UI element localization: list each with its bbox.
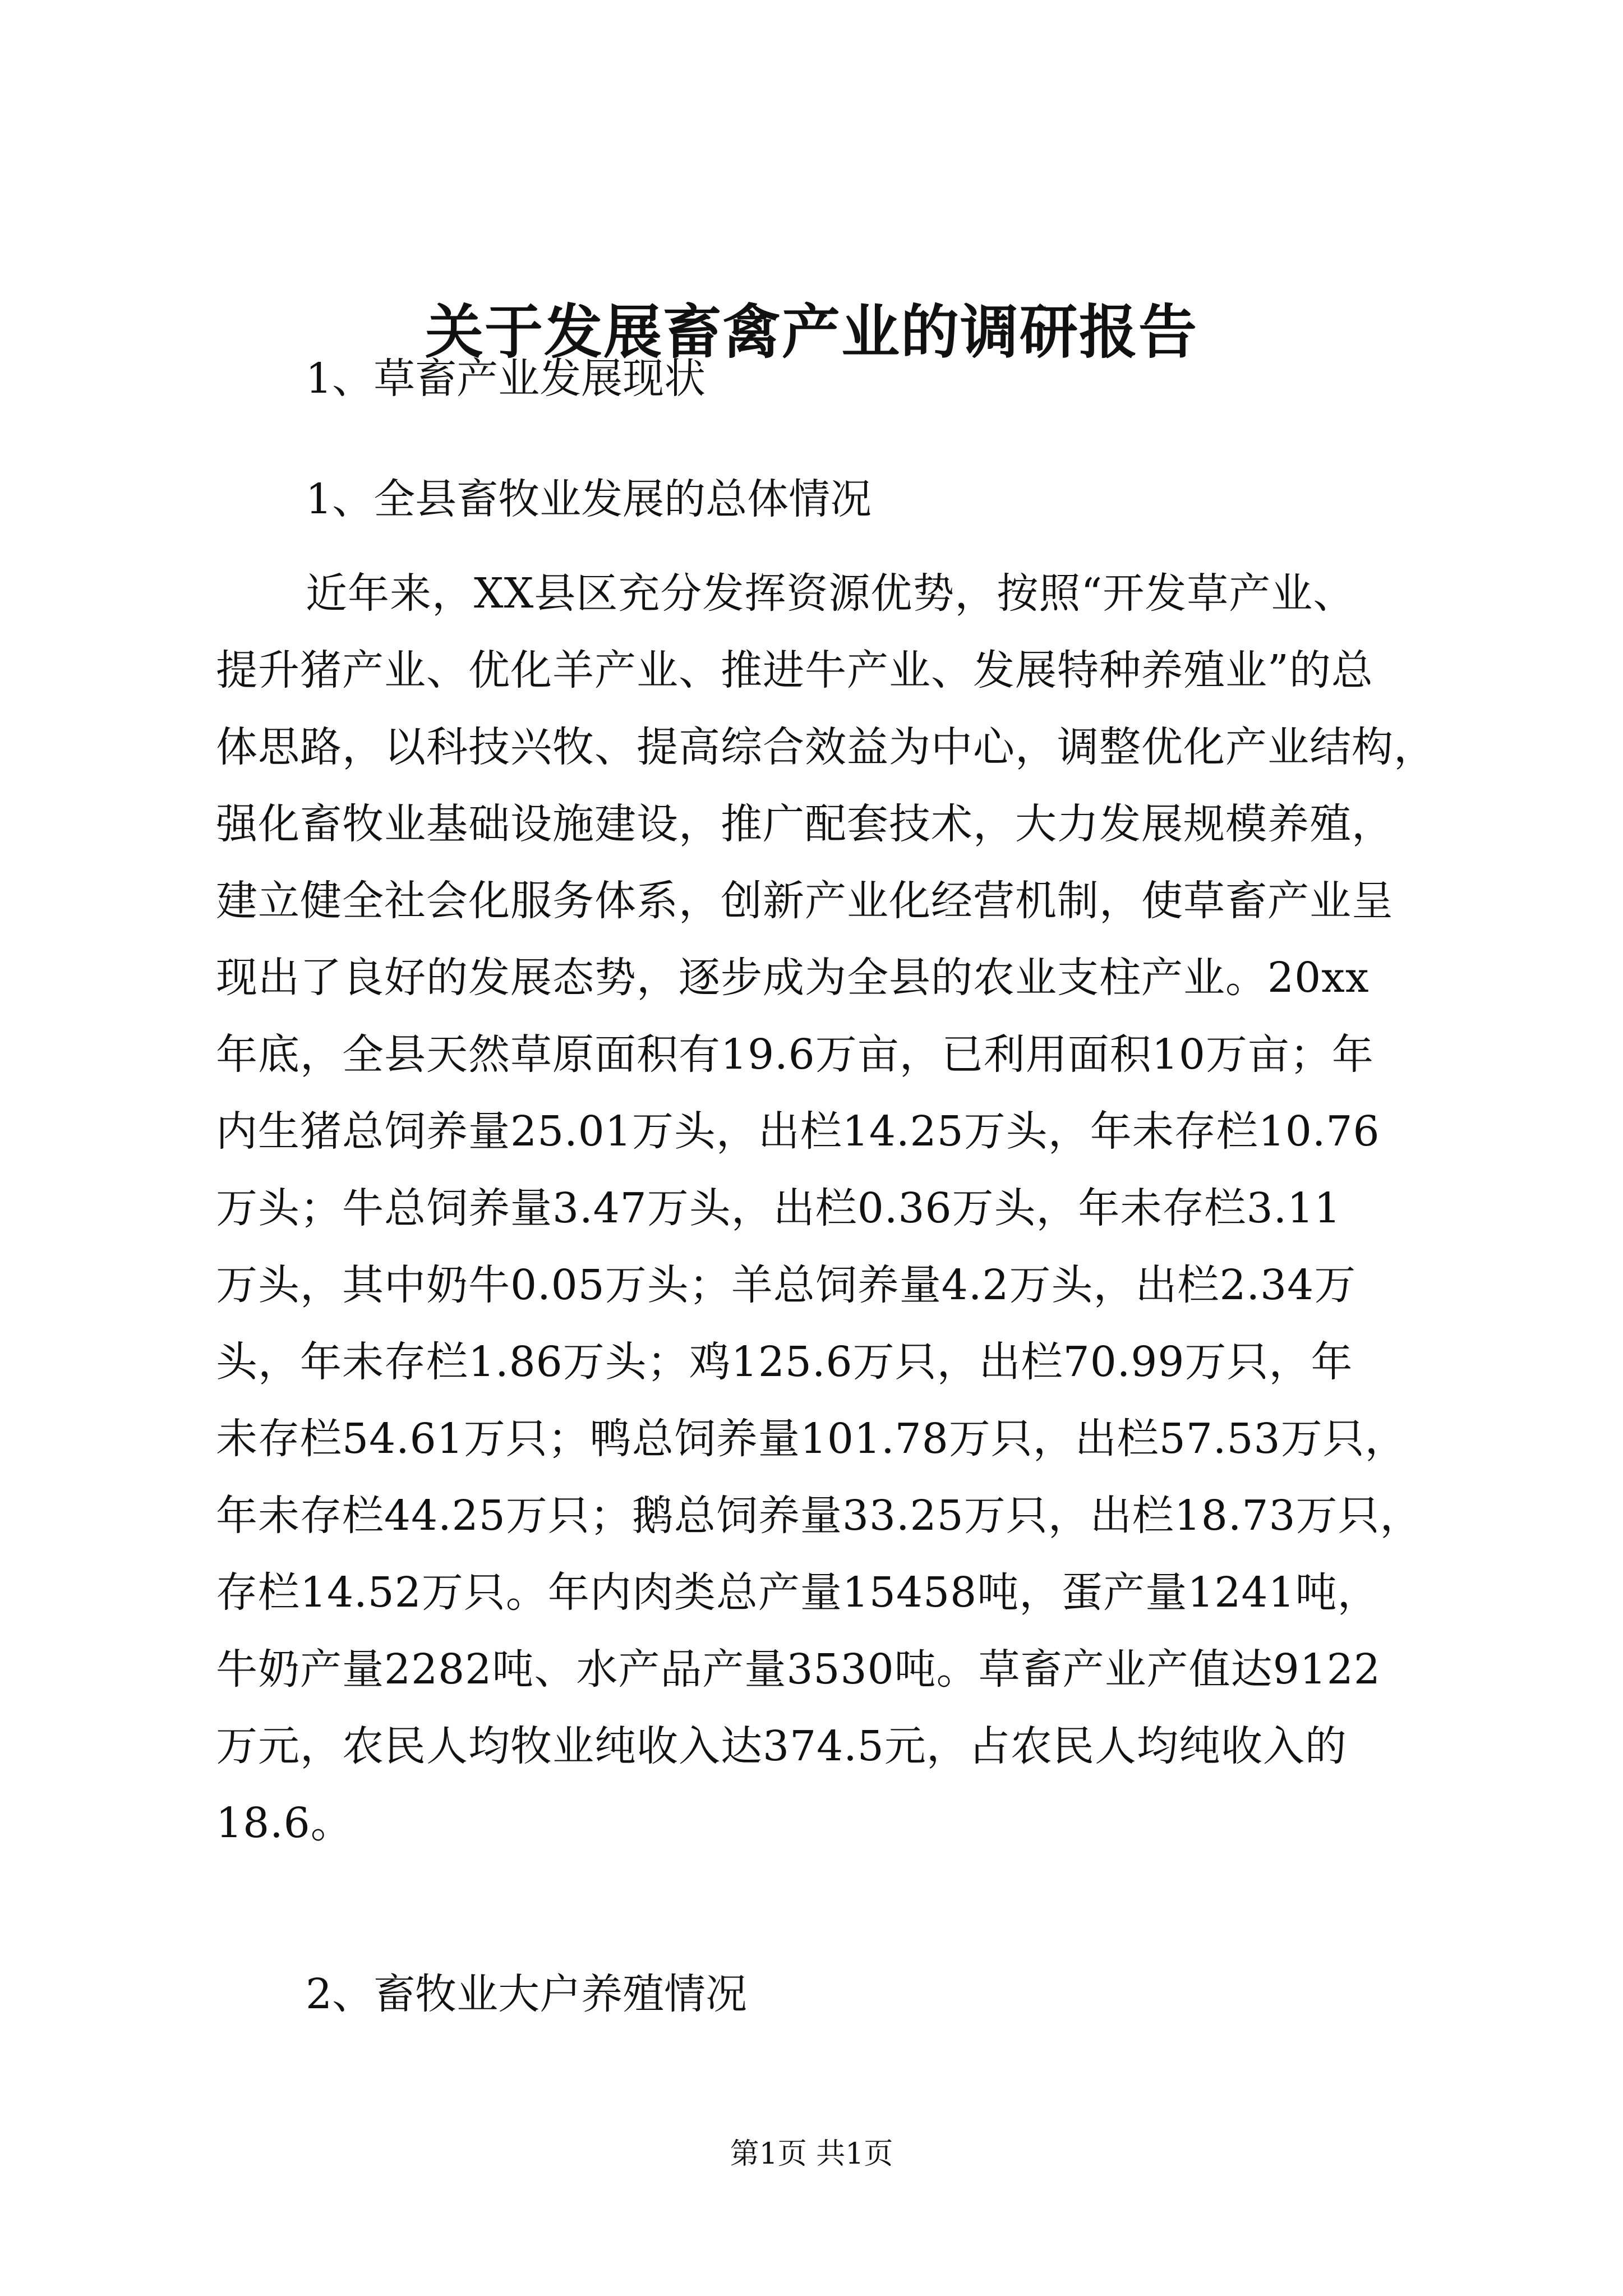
body-paragraph [216, 555, 1436, 1862]
page-footer: 第1页 共1页 [730, 2137, 893, 2171]
paragraph-line: 体思路，以科技兴牧、提高综合效益为中心，调整优化产业结构， [216, 723, 1436, 771]
section-heading-1: 1、草畜产业发展现状 [306, 355, 706, 403]
paragraph-line: 头，年未存栏1.86万头；鸡125.6万只，出栏70.99万只，年 [216, 1338, 1353, 1386]
paragraph-line: 建立健全社会化服务体系，创新产业化经营机制，使草畜产业呈 [216, 877, 1394, 925]
paragraph-line: 牛奶产量2282吨、水产品产量3530吨。草畜产业产值达9122 [216, 1645, 1381, 1694]
paragraph-line: 未存栏54.61万只；鸭总饲养量101.78万只，出栏57.53万只， [216, 1415, 1407, 1463]
subsection-heading-2: 2、畜牧业大户养殖情况 [306, 1970, 748, 2018]
paragraph-line: 万头，其中奶牛0.05万头；羊总饲养量4.2万头，出栏2.34万 [216, 1261, 1357, 1309]
paragraph-line: 年底，全县天然草原面积有19.6万亩，已利用面积10万亩；年 [216, 1030, 1374, 1079]
subsection-heading-1: 1、全县畜牧业发展的总体情况 [306, 475, 872, 523]
paragraph-line: 提升猪产业、优化羊产业、推进牛产业、发展特种养殖业”的总 [216, 646, 1373, 694]
paragraph-line: 近年来，XX县区充分发挥资源优势，按照“开发草产业、 [306, 569, 1355, 618]
document-title: 关于发展畜禽产业的调研报告 [425, 297, 1198, 366]
paragraph-line: 万头；牛总饲养量3.47万头，出栏0.36万头，年未存栏3.11 [216, 1184, 1341, 1232]
paragraph-line: 内生猪总饲养量25.01万头，出栏14.25万头，年未存栏10.76 [216, 1107, 1380, 1156]
paragraph-line: 18.6。 [216, 1799, 353, 1847]
paragraph-line: 强化畜牧业基础设施建设，推广配套技术，大力发展规模养殖， [216, 800, 1394, 848]
paragraph-line: 存栏14.52万只。年内肉类总产量15458吨，蛋产量1241吨， [216, 1568, 1380, 1617]
paragraph-line: 万元，农民人均牧业纯收入达374.5元，占农民人均纯收入的 [216, 1722, 1347, 1770]
paragraph-line: 现出了良好的发展态势，逐步成为全县的农业支柱产业。20xx [216, 954, 1370, 1002]
paragraph-line: 年未存栏44.25万只；鹅总饲养量33.25万只，出栏18.73万只， [216, 1492, 1422, 1540]
